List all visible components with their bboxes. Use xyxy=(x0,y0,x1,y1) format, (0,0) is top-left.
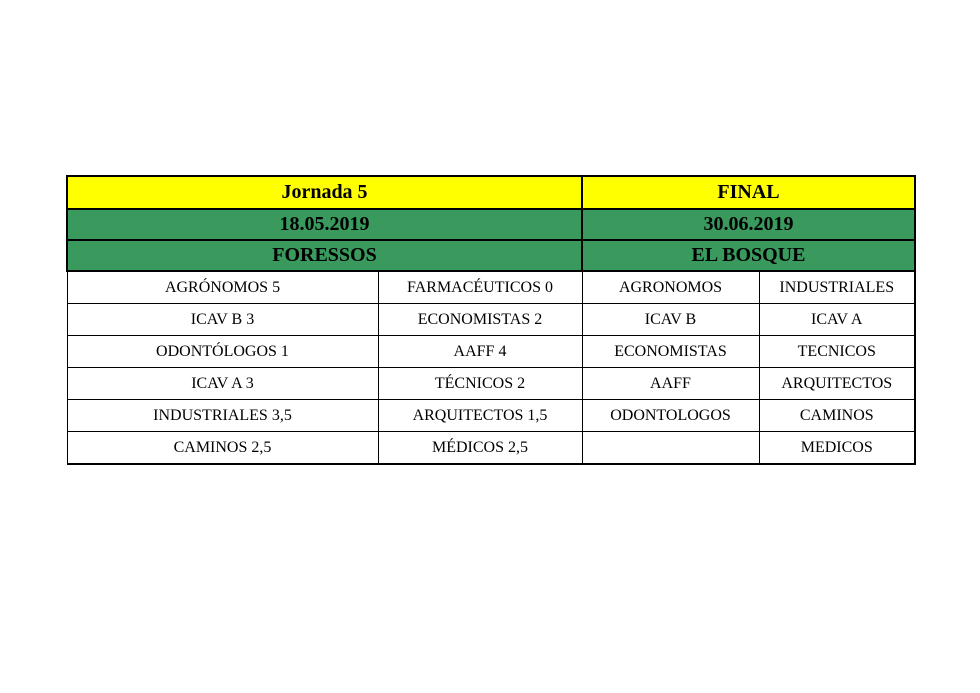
final-team-b: ICAV A xyxy=(759,304,915,336)
final-team-a: AGRONOMOS xyxy=(582,271,759,304)
result-home: CAMINOS 2,5 xyxy=(67,432,378,465)
final-team-b: INDUSTRIALES xyxy=(759,271,915,304)
final-team-b: TECNICOS xyxy=(759,336,915,368)
venue-row xyxy=(67,240,915,271)
result-home: ICAV B 3 xyxy=(67,304,378,336)
schedule-table xyxy=(66,175,916,465)
final-venue: EL BOSQUE xyxy=(582,240,915,271)
final-team-a: ICAV B xyxy=(582,304,759,336)
jornada-venue: FORESSOS xyxy=(67,240,582,271)
jornada-date: 18.05.2019 xyxy=(67,209,582,240)
title-row xyxy=(67,176,915,209)
final-team-b: ARQUITECTOS xyxy=(759,368,915,400)
result-home: ODONTÓLOGOS 1 xyxy=(67,336,378,368)
result-away: AAFF 4 xyxy=(378,336,582,368)
final-team-a: ECONOMISTAS xyxy=(582,336,759,368)
result-away: FARMACÉUTICOS 0 xyxy=(378,271,582,304)
final-team-a: ODONTOLOGOS xyxy=(582,400,759,432)
table-row xyxy=(67,304,915,336)
final-team-a xyxy=(582,432,759,465)
final-date: 30.06.2019 xyxy=(582,209,915,240)
final-team-b: MEDICOS xyxy=(759,432,915,465)
jornada-title: Jornada 5 xyxy=(67,176,582,209)
result-home: INDUSTRIALES 3,5 xyxy=(67,400,378,432)
result-away: MÉDICOS 2,5 xyxy=(378,432,582,465)
final-team-b: CAMINOS xyxy=(759,400,915,432)
result-home: ICAV A 3 xyxy=(67,368,378,400)
result-away: ARQUITECTOS 1,5 xyxy=(378,400,582,432)
table-row xyxy=(67,432,915,465)
final-title: FINAL xyxy=(582,176,915,209)
result-home: AGRÓNOMOS 5 xyxy=(67,271,378,304)
table-row xyxy=(67,368,915,400)
date-row xyxy=(67,209,915,240)
result-away: TÉCNICOS 2 xyxy=(378,368,582,400)
table-row xyxy=(67,271,915,304)
final-team-a: AAFF xyxy=(582,368,759,400)
table-row xyxy=(67,400,915,432)
table-row xyxy=(67,336,915,368)
result-away: ECONOMISTAS 2 xyxy=(378,304,582,336)
